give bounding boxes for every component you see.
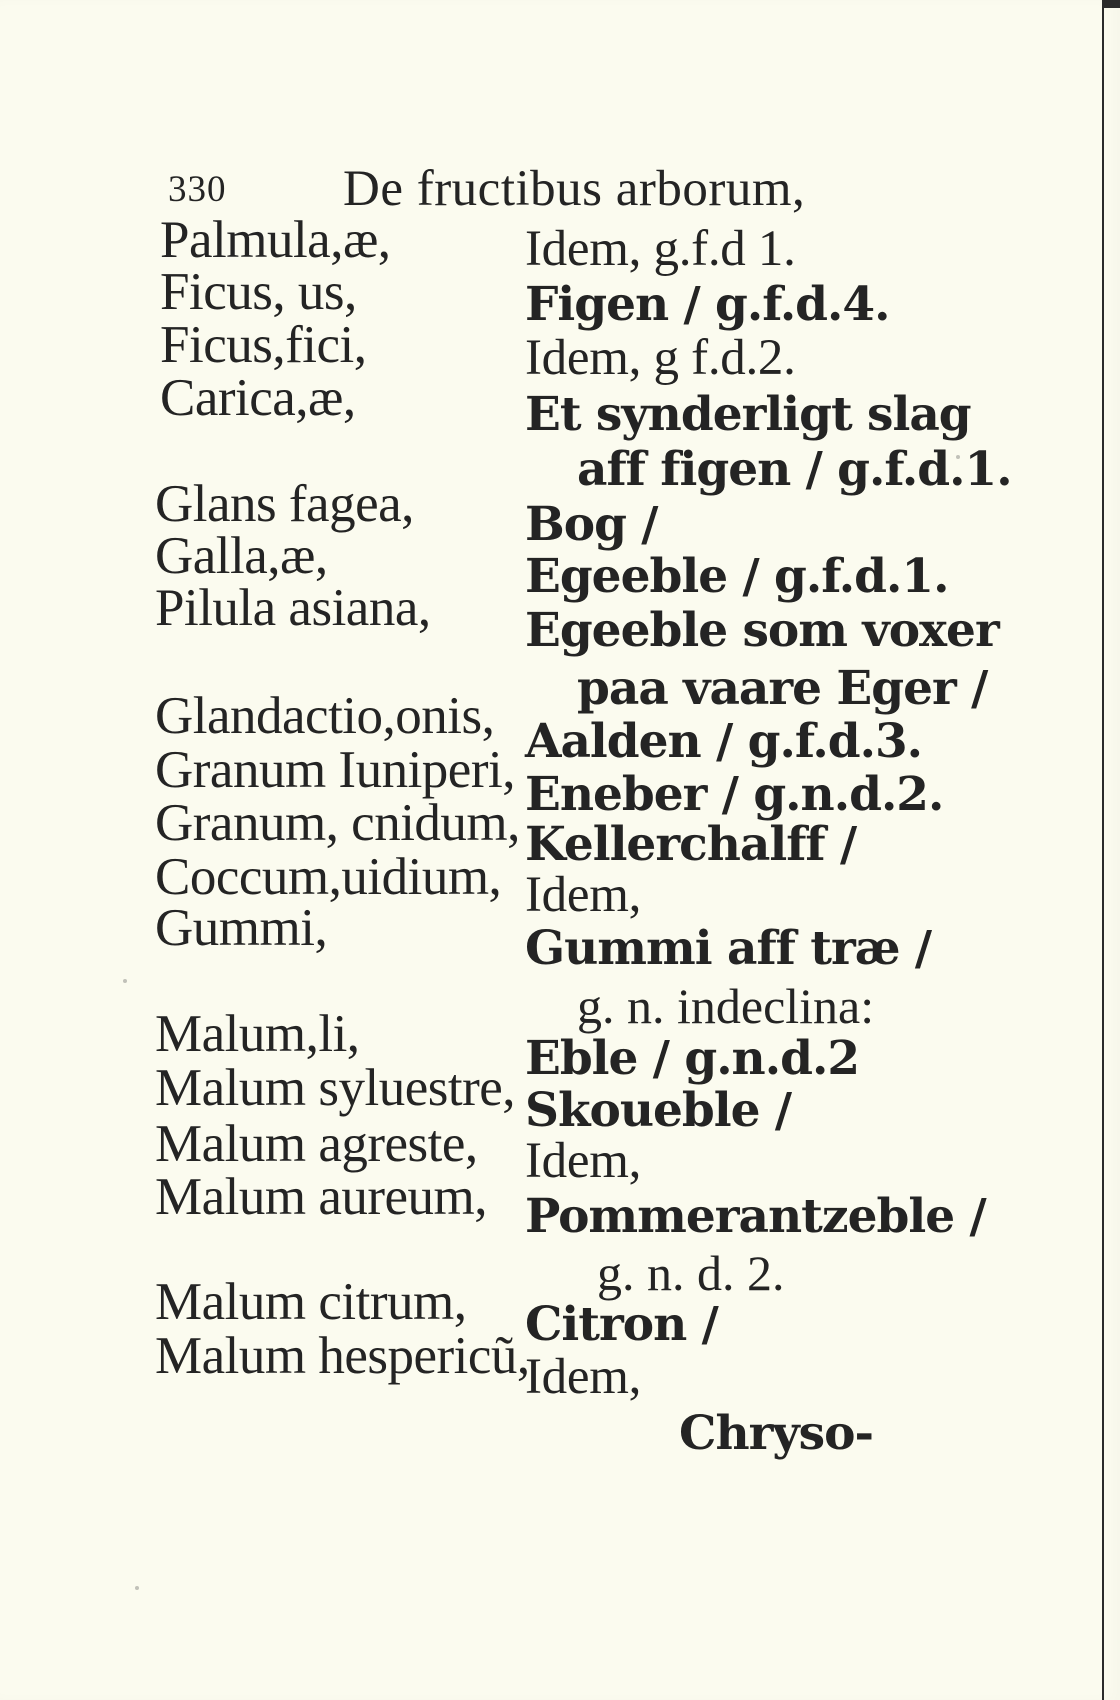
- danish-gloss: Kellerchalff /: [525, 817, 857, 872]
- danish-gloss: Gummi aff træ /: [525, 921, 932, 976]
- danish-gloss: Eble / g.n.d.2: [525, 1031, 860, 1086]
- danish-gloss: Eneber / g.n.d.2.: [525, 767, 944, 822]
- danish-gloss: Idem,: [525, 867, 642, 923]
- danish-gloss-continuation: paa vaare Eger /: [577, 661, 988, 716]
- danish-gloss: Idem,: [525, 1349, 642, 1405]
- page-number: 330: [168, 169, 227, 210]
- danish-gloss: Idem,: [525, 1133, 642, 1189]
- danish-gloss: Idem, g f.d.2.: [525, 330, 796, 386]
- danish-gloss: Egeeble som voxer: [525, 603, 999, 658]
- paper-speck: [123, 979, 127, 983]
- latin-term: Granum, cnidum,: [155, 794, 520, 852]
- latin-term: Ficus,fici,: [160, 316, 367, 374]
- latin-term: Glans fagea,: [155, 475, 414, 533]
- latin-term: Malum citrum,: [155, 1273, 467, 1331]
- latin-term: Malum hespericũ,: [155, 1327, 530, 1385]
- latin-term: Glandactio,onis,: [155, 687, 495, 745]
- danish-gloss-continuation: g. n. d. 2.: [597, 1245, 785, 1301]
- danish-gloss: Citron /: [525, 1297, 718, 1352]
- latin-term: Palmula,æ,: [160, 211, 391, 269]
- paper-speck: [135, 1586, 139, 1590]
- danish-gloss: Bog /: [525, 497, 658, 552]
- paper-speck: [956, 455, 960, 459]
- latin-term: Ficus, us,: [160, 263, 357, 321]
- danish-gloss: Aalden / g.f.d.3.: [525, 714, 923, 769]
- danish-gloss: Pommerantzeble /: [525, 1189, 986, 1244]
- danish-gloss-continuation: aff figen / g.f.d.1.: [577, 442, 1012, 497]
- danish-gloss: Idem, g.f.d 1.: [525, 221, 796, 277]
- latin-term: Malum,li,: [155, 1005, 360, 1063]
- latin-term: Malum aureum,: [155, 1168, 488, 1226]
- latin-term: Malum syluestre,: [155, 1059, 515, 1117]
- latin-term: Coccum,uidium,: [155, 848, 502, 906]
- page-edge: [1102, 0, 1104, 1700]
- danish-gloss: Egeeble / g.f.d.1.: [525, 549, 949, 604]
- latin-term: Pilula asiana,: [155, 579, 431, 637]
- danish-gloss: Skoueble /: [525, 1083, 792, 1138]
- catchword: Chryso-: [679, 1406, 873, 1461]
- latin-term: Carica,æ,: [160, 369, 356, 427]
- danish-gloss-continuation: g. n. indeclina:: [577, 978, 875, 1034]
- running-title: De fructibus arborum,: [343, 161, 806, 217]
- latin-term: Malum agreste,: [155, 1115, 478, 1173]
- danish-gloss: Et synderligt slag: [525, 387, 971, 442]
- danish-gloss: Figen / g.f.d.4.: [525, 277, 890, 332]
- latin-term: Granum Iuniperi,: [155, 741, 515, 799]
- latin-term: Galla,æ,: [155, 527, 328, 585]
- latin-term: Gummi,: [155, 899, 328, 957]
